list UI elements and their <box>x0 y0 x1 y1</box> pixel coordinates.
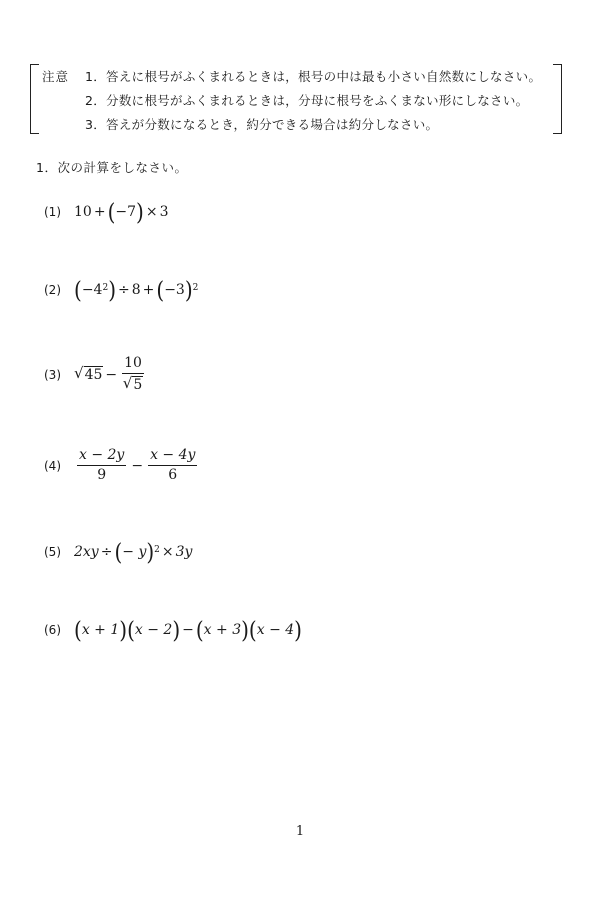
problem-number: (2) <box>44 283 61 297</box>
problem-number: (6) <box>44 623 61 637</box>
term: 2xy <box>74 544 99 560</box>
denominator: 6 <box>168 467 178 484</box>
term: −3 <box>164 282 185 298</box>
exponent: 2 <box>154 545 160 555</box>
problem-1 <box>44 198 169 226</box>
factor: x + 1 <box>81 622 120 638</box>
radicand: 45 <box>84 367 103 384</box>
problem-number: (5) <box>44 545 61 559</box>
paren-open: ( <box>114 538 123 566</box>
factor: x + 3 <box>203 622 242 638</box>
radicand: 5 <box>133 377 143 394</box>
notice-line-3: 3．答えが分数になるとき，約分できる場合は約分しなさい。 <box>85 117 439 132</box>
operator: × <box>145 204 158 220</box>
problem-expression <box>74 448 200 484</box>
operator: × <box>161 544 174 560</box>
factor: x − 4 <box>256 622 295 638</box>
operator: − <box>182 622 194 638</box>
numerator: x − 4y <box>148 448 197 466</box>
problem-6 <box>44 616 302 644</box>
square-root <box>74 366 103 384</box>
paren-open: ( <box>74 276 82 304</box>
problem-expression <box>74 276 199 304</box>
problem-number: (3) <box>44 368 61 383</box>
notice-box <box>30 64 562 134</box>
radical-sign-icon: √ <box>122 374 133 393</box>
problem-number: (1) <box>44 205 61 219</box>
paren-close: ) <box>172 616 181 644</box>
notice-line-1: 1．答えに根号がふくまれるときは，根号の中は最も小さい自然数にしなさい。 <box>85 69 542 84</box>
paren-open: ( <box>127 616 135 644</box>
paren-close: ) <box>108 276 116 304</box>
problem-number: (4) <box>44 458 61 473</box>
problem-5 <box>44 538 193 566</box>
denominator <box>123 374 143 394</box>
operator: + <box>93 204 106 220</box>
operator: − <box>131 457 144 474</box>
problem-4 <box>44 448 200 484</box>
problem-expression <box>74 356 147 394</box>
paren-open: ( <box>107 198 116 226</box>
term: −7 <box>115 204 137 220</box>
denominator: 9 <box>97 467 107 484</box>
operator: ÷ <box>118 282 130 298</box>
numerator: 10 <box>122 356 144 374</box>
problem-expression <box>74 198 169 226</box>
problem-expression <box>74 538 193 566</box>
fraction <box>122 356 144 394</box>
problem-expression <box>74 616 302 644</box>
operator: − <box>105 367 118 384</box>
paren-close: ) <box>184 276 193 304</box>
factor: x − 2 <box>134 622 173 638</box>
problem-2 <box>44 276 199 304</box>
paren-close: ) <box>241 616 249 644</box>
notice-bracket-right <box>553 64 562 134</box>
paren-open: ( <box>156 276 165 304</box>
section-heading: 1．次の計算をしなさい。 <box>36 160 188 175</box>
paren-open: ( <box>248 616 257 644</box>
paren-close: ) <box>119 616 128 644</box>
square-root <box>123 376 143 394</box>
paren-close: ) <box>146 538 155 566</box>
exponent: 2 <box>102 283 109 293</box>
notice-line-2: 2．分数に根号がふくまれるときは，分母に根号をふくまない形にしなさい。 <box>85 93 529 108</box>
term: 3y <box>175 544 193 560</box>
numerator: x − 2y <box>77 448 126 466</box>
operator: + <box>142 282 155 298</box>
problem-3 <box>44 356 147 394</box>
paren-close: ) <box>294 616 302 644</box>
notice-label: 注意 <box>42 69 70 84</box>
operator: ÷ <box>100 544 113 560</box>
paren-open: ( <box>74 616 82 644</box>
term: 3 <box>159 204 169 220</box>
paren-close: ) <box>136 198 144 226</box>
radical-sign-icon: √ <box>74 364 84 383</box>
term: −4 <box>81 282 103 298</box>
fraction <box>77 448 126 484</box>
page-number: 1 <box>295 824 305 839</box>
notice-bracket-left <box>30 64 39 134</box>
fraction <box>148 448 197 484</box>
term: 8 <box>131 282 141 298</box>
paren-open: ( <box>195 616 204 644</box>
term: − y <box>122 544 147 560</box>
exponent: 2 <box>192 283 199 293</box>
term: 10 <box>74 204 92 220</box>
